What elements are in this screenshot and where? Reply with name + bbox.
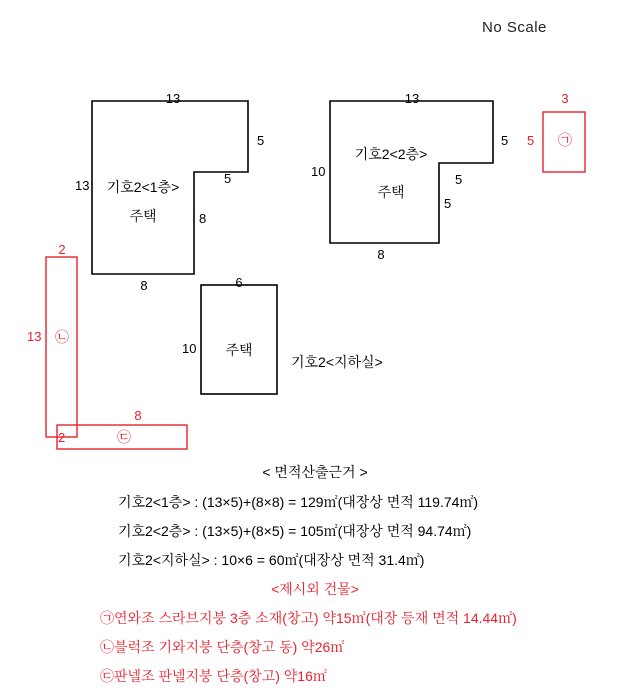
annex-b-symbol: ㉡: [55, 329, 69, 345]
floor1-dim-top: 13: [165, 91, 181, 106]
floor2-dim-inner-right: 5: [455, 172, 463, 187]
floor2-dim-top: 13: [404, 91, 420, 106]
annex-b-outline: [46, 257, 77, 437]
basement-outline: [201, 285, 277, 394]
extra-line-c: ㉢판넬조 판넬지붕 단층(창고) 약16㎡: [100, 668, 327, 684]
floor2-dim-inner-vertical: 5: [444, 196, 452, 211]
annex-c-dim-top: 8: [134, 408, 142, 423]
floor2-dim-right-upper: 5: [501, 133, 509, 148]
floor2-name: 기호2<2층>: [354, 146, 428, 162]
annex-a-dim-left: 5: [527, 133, 535, 148]
annex-c-symbol: ㉢: [117, 429, 131, 445]
extra-line-b: ㉡블럭조 기와지붕 단층(창고 동) 약26㎡: [100, 639, 345, 655]
extra-buildings-title: <제시외 건물>: [271, 581, 359, 597]
no-scale-label: No Scale: [482, 19, 547, 36]
calc-line-floor2: 기호2<2층> : (13×5)+(8×5) = 105㎡(대장상 면적 94.74㎡): [118, 523, 472, 539]
floor1-dim-left: 13: [75, 178, 90, 193]
floor1-use: 주택: [129, 208, 157, 224]
basement-dim-top: 6: [235, 275, 243, 290]
annex-c-dim-left: 2: [58, 430, 66, 445]
area-calculation-block: [0, 462, 630, 695]
floor2-use: 주택: [377, 184, 405, 200]
floor2-dim-left: 10: [311, 164, 326, 179]
annex-a-dim-top: 3: [561, 91, 569, 106]
extra-line-a: ㉠연와조 스라브지붕 3층 소재(창고) 약15㎡(대장 등재 면적 14.44㎡): [100, 610, 517, 626]
annex-b-dim-left: 13: [27, 329, 42, 344]
floor1-dim-right-upper: 5: [257, 133, 265, 148]
calc-line-floor1: 기호2<1층> : (13×5)+(8×8) = 129㎡(대장상 면적 119.74㎡): [118, 494, 479, 510]
calc-line-basement: 기호2<지하실> : 10×6 = 60㎡(대장상 면적 31.4㎡): [118, 552, 425, 568]
floor1-dim-bottom: 8: [140, 278, 148, 293]
basement-name: 기호2<지하실>: [291, 354, 383, 370]
floor1-dim-inner-right: 5: [224, 171, 232, 186]
floor1-dim-inner-vertical: 8: [199, 211, 207, 226]
annex-a-symbol: ㉠: [558, 132, 572, 148]
basement-use: 주택: [225, 342, 253, 358]
calc-title: < 면적산출근거 >: [262, 464, 368, 480]
basement-dim-left: 10: [182, 341, 197, 356]
floor1-name: 기호2<1층>: [106, 179, 180, 195]
floor2-dim-bottom: 8: [377, 247, 385, 262]
floor2-outline: [330, 101, 493, 243]
annex-b-dim-top: 2: [58, 242, 66, 257]
